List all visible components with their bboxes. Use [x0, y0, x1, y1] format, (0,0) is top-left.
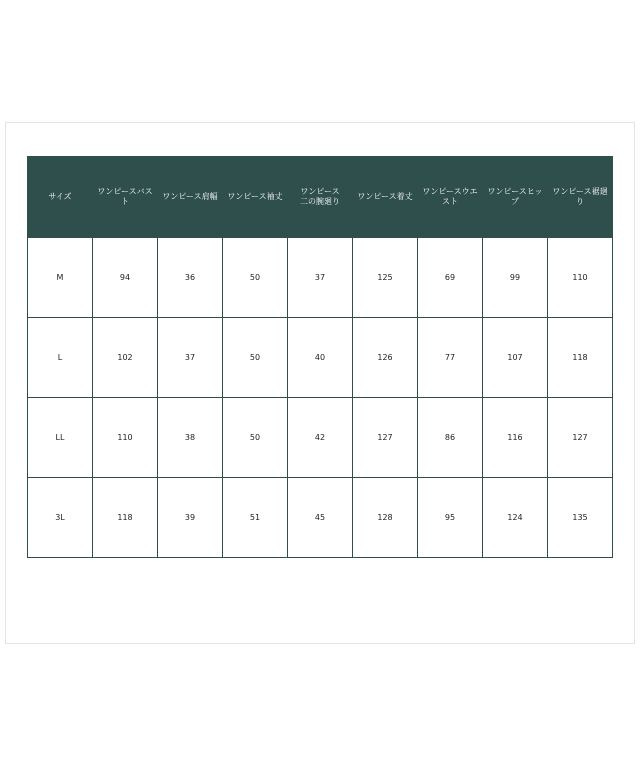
- header-upper-arm: ワンピース 二の腕廻り: [288, 157, 353, 238]
- header-shoulder: ワンピース肩幅: [158, 157, 223, 238]
- cell-upper-arm: 42: [288, 398, 353, 478]
- cell-bust: 102: [93, 318, 158, 398]
- cell-shoulder: 36: [158, 238, 223, 318]
- cell-waist: 86: [418, 398, 483, 478]
- table-row: [28, 398, 613, 478]
- header-waist: ワンピースウエスト: [418, 157, 483, 238]
- cell-hip: 116: [483, 398, 548, 478]
- header-bust: ワンピースバスト: [93, 157, 158, 238]
- table-row: [28, 478, 613, 558]
- cell-size: M: [28, 238, 93, 318]
- cell-hip: 124: [483, 478, 548, 558]
- header-sleeve: ワンピース袖丈: [223, 157, 288, 238]
- cell-bust: 118: [93, 478, 158, 558]
- cell-size: 3L: [28, 478, 93, 558]
- cell-length: 127: [353, 398, 418, 478]
- cell-length: 126: [353, 318, 418, 398]
- cell-hem: 127: [548, 398, 613, 478]
- cell-hip: 99: [483, 238, 548, 318]
- cell-waist: 77: [418, 318, 483, 398]
- cell-waist: 95: [418, 478, 483, 558]
- header-hem: ワンピース裾廻り: [548, 157, 613, 238]
- header-hip: ワンピースヒップ: [483, 157, 548, 238]
- cell-hem: 110: [548, 238, 613, 318]
- cell-length: 125: [353, 238, 418, 318]
- size-table: [27, 156, 613, 558]
- cell-waist: 69: [418, 238, 483, 318]
- cell-shoulder: 37: [158, 318, 223, 398]
- cell-length: 128: [353, 478, 418, 558]
- cell-bust: 110: [93, 398, 158, 478]
- header-length: ワンピース着丈: [353, 157, 418, 238]
- cell-size: L: [28, 318, 93, 398]
- cell-bust: 94: [93, 238, 158, 318]
- cell-sleeve: 50: [223, 238, 288, 318]
- cell-sleeve: 50: [223, 398, 288, 478]
- cell-hip: 107: [483, 318, 548, 398]
- header-size: サイズ: [28, 157, 93, 238]
- cell-sleeve: 51: [223, 478, 288, 558]
- cell-hem: 135: [548, 478, 613, 558]
- cell-shoulder: 39: [158, 478, 223, 558]
- cell-upper-arm: 37: [288, 238, 353, 318]
- cell-upper-arm: 40: [288, 318, 353, 398]
- cell-shoulder: 38: [158, 398, 223, 478]
- table-row: [28, 238, 613, 318]
- cell-upper-arm: 45: [288, 478, 353, 558]
- table-row: [28, 318, 613, 398]
- cell-sleeve: 50: [223, 318, 288, 398]
- header-row: [28, 157, 613, 238]
- cell-size: LL: [28, 398, 93, 478]
- cell-hem: 118: [548, 318, 613, 398]
